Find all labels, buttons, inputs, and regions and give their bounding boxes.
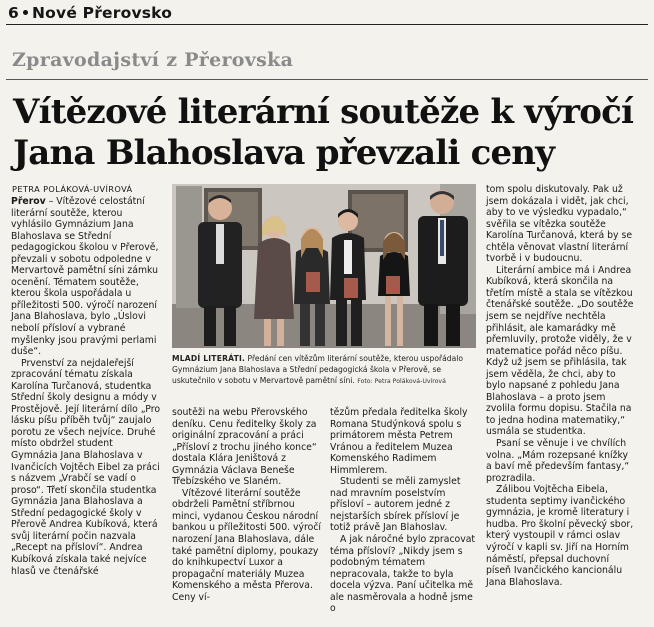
caption-lead: MLADÍ LITERÁTI. [172,354,246,363]
article-photo [172,184,476,348]
article-author: PETRA POLÁKOVÁ-UVÍROVÁ [12,184,133,194]
article-column-1 [11,196,162,577]
dateline: Přerov [11,196,46,207]
paragraph: Vítězové literární soutěže obdrželi Pamětní stříbrnou minci, vydanou Českou národní bankou u příležitosti 500. výročí narození Jana Blahoslava, dále také pamětní diplomy, poukazy do knihkupectví Luxor a propagační materiály Muzea Komenského a města Přerova. Ceny ví- [172,487,322,603]
article-headline [13,92,648,174]
headline-line-2: Jana Blahoslava převzali ceny [13,133,555,173]
paragraph: tom spolu diskutovaly. Pak už jsem dokázala i vidět, jak chci, aby to ve výsledku vypadalo,“ svěřila se vítězka soutěže Karolína Turčanová, která by se chtěla věnovat vlastní literární tvorbě i v budoucnu. [486,184,633,265]
photo-award-ceremony [172,184,476,348]
paragraph: Zálibou Vojtěcha Eibela, studenta septimy ivančického gymnázia, je kromě literatury i hudba. Pro školní pěvecký sbor, který vystoupil v rámci oslav výročí v kapli sv. Jiří na Horním náměstí, přepsal duchovní píseň Ivančického kancionálu Jana Blahoslava. [486,484,634,588]
bullet-separator [23,10,28,15]
photo-credit: Foto: Petra Poláková-Uvírová [357,377,446,385]
paragraph: A jak náročné bylo zpracovat téma přísloví? „Nikdy jsem s podobným tématem nepracovala, takže to byla docela výzva. Paní učitelka mě ale nasměrovala a hodně jsme o [330,534,476,615]
article-column-2 [172,407,322,603]
caption-text: Předání cen vítězům literární soutěže, kterou uspořádalo Gymnázium Jana Blahoslava a Střední pedagogická škola v Přerově, se uskutečnilo v sobotu v Mervartově pamětní síni. [172,354,463,385]
paragraph: soutěži na webu Přerovského deníku. Cenu ředitelky školy za originální zpracování a práci „Přísloví z trochu jiného konce“ dostala Klára Jeništová z Gymnázia Václava Beneše Třebízského ve Slaném. [172,407,317,488]
paragraph: Literární ambice má i Andrea Kubíková, která skončila na třetím místě a stala se vítězkou čtenářské soutěže. „Do soutěže jsem se nejdříve nechtěla přihlásit, ale kamarádky mě přemluvily, protože viděly, že v matematice pořád něco píšu. Když už jsem se přihlásila, tak jsem věděla, že chci, aby to bylo napsané z pohledu Jana Blahoslava – a proto jsem zvolila formu dopisu. Stačila na to jedna hodina matematiky,“ usmála se studentka. [486,264,634,438]
paragraph: Studenti se měli zamyslet nad mravním poselstvím přísloví – autorem jedné z nejstarších sbírek přísloví je totiž právě Jan Blahoslav. [330,476,461,534]
paragraph: Psaní se věnuje i ve chvílích volna. „Mám rozepsané knížky a baví mě především fantasy,“ prozradila. [486,438,630,484]
article-column-4 [486,184,635,588]
newspaper-title: Nové Přerovsko [32,4,173,22]
section-title: Zpravodajství z Přerovska [12,49,294,71]
page-number: 6 [8,4,19,22]
header-rule [6,24,648,25]
paragraph: Prvenství za nejdaleřejší zpracování tématu získala Karolína Turčanová, studentka Střední školy designu a módy v Prostějově. Její literární dílo „Pro lásku píšu příběh tvůj“ zaujalo porotu ze všech nejvíce. Druhé místo obdržel student Gymnázia Jana Blahoslava v Ivančicích Vojtěch Eibel za práci s názvem „Vrabčí se vadí o proso“. Třetí skončila studentka Gymnázia Jana Blahoslava a Střední pedagogické školy v Přerově Andrea Kubíková, která svůj literární počin nazvala „Recept na přísloví“. Andrea Kubíková získala také nejvíce hlasů ve čtenářské [11,357,161,577]
section-rule [6,79,648,80]
photo-caption [172,354,476,387]
headline-line-1: Vítězové literární soutěže k výročí [13,92,634,132]
page-header [8,4,172,22]
paragraph: tězům předala ředitelka školy Romana Studýnková spolu s primátorem města Petrem Vránou a ředitelem Muzea Komenského Radimem Himmlerem. [330,407,468,476]
paragraph: Přerov – Vítězové celostátní literární soutěže, kterou vyhlásilo Gymnázium Jana Blahoslava se Střední pedagogickou školou v Přerově, převzali v sobotu odpoledne v Mervartově pamětní síni zámku ocenění. Tématem soutěže, kterou škola uspořádala u příležitosti 500. výročí narození Jana Blahoslava, bylo „Úslovi nebolí přísloví a vybrané myšlenky jsou pravými perlami duše“. [11,196,159,358]
article-column-3 [330,407,476,615]
